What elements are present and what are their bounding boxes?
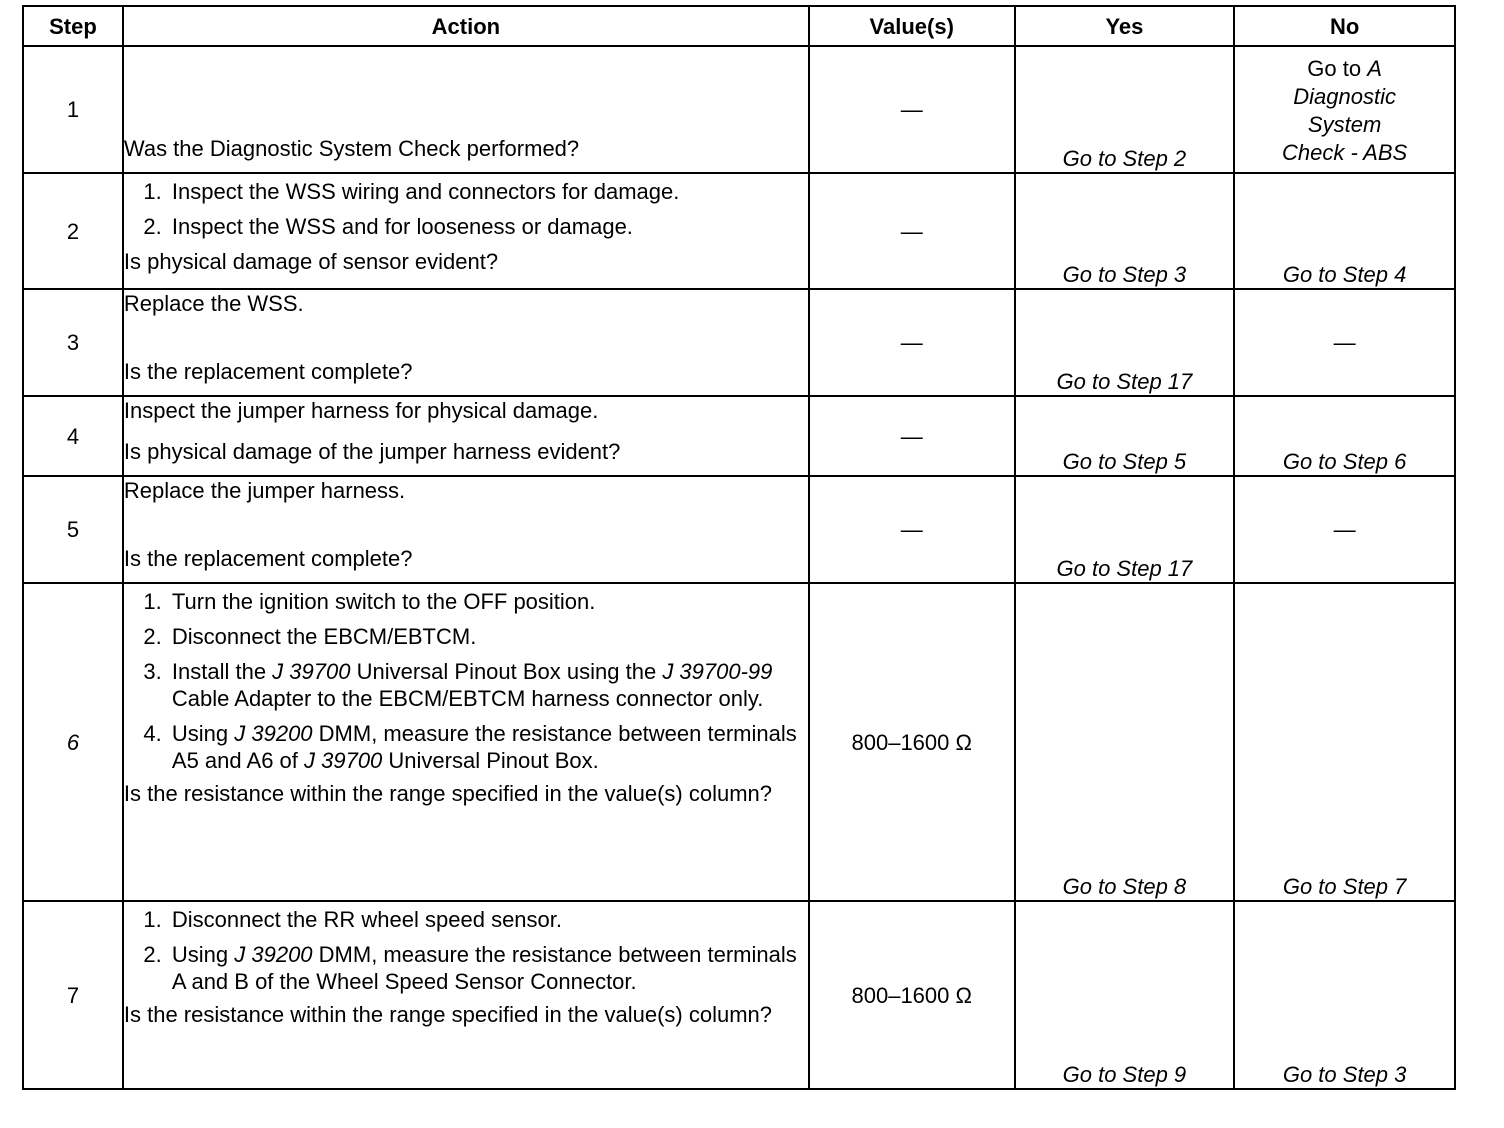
action-cell	[123, 901, 809, 1089]
no-cell: Go to Step 7	[1234, 583, 1455, 901]
action-item: 2. Using J 39200 DMM, measure the resistance between terminals A and B of the Wheel Speed Sensor Connector.	[168, 941, 808, 995]
yes-cell: Go to Step 9	[1015, 901, 1235, 1089]
table-row	[23, 583, 1455, 901]
value-cell: 800–1600 Ω	[809, 901, 1015, 1089]
diagnostic-table	[22, 5, 1456, 1090]
no-cell: —	[1234, 476, 1455, 583]
action-cell	[123, 46, 809, 173]
action-question: Was the Diagnostic System Check performed?	[123, 136, 580, 161]
action-text: Replace the WSS.	[123, 291, 304, 316]
yes-cell: Go to Step 2	[1015, 46, 1235, 173]
header-step: Step	[23, 6, 123, 46]
no-line-2: Diagnostic	[1293, 84, 1396, 109]
action-item: 1. Turn the ignition switch to the OFF position.	[168, 588, 808, 615]
action-cell	[123, 396, 809, 476]
header-no: No	[1234, 6, 1455, 46]
table-row	[23, 396, 1455, 476]
no-cell: —	[1234, 289, 1455, 396]
header-row	[23, 6, 1455, 46]
action-item: 3. Install the J 39700 Universal Pinout Box using the J 39700-99 Cable Adapter to the EBCM/EBTCM harness connector only.	[168, 658, 808, 712]
action-item: 4. Using J 39200 DMM, measure the resistance between terminals A5 and A6 of J 39700 Universal Pinout Box.	[168, 720, 808, 774]
action-question: Is physical damage of the jumper harness evident?	[123, 439, 621, 464]
header-values: Value(s)	[809, 6, 1015, 46]
yes-cell: Go to Step 17	[1015, 476, 1235, 583]
action-text: Replace the jumper harness.	[123, 478, 406, 503]
action-item: 1. Inspect the WSS wiring and connectors for damage.	[168, 178, 808, 205]
action-item: 2. Disconnect the EBCM/EBTCM.	[168, 623, 808, 650]
action-cell	[123, 173, 809, 289]
table-row	[23, 46, 1455, 173]
yes-cell: Go to Step 5	[1015, 396, 1235, 476]
value-cell: —	[809, 396, 1015, 476]
action-cell	[123, 289, 809, 396]
value-cell: 800–1600 Ω	[809, 583, 1015, 901]
action-item: 1. Disconnect the RR wheel speed sensor.	[168, 906, 808, 933]
step-number: 5	[23, 476, 123, 583]
no-cell: Go to Step 4	[1234, 173, 1455, 289]
value-cell: —	[809, 173, 1015, 289]
action-item: 2. Inspect the WSS and for looseness or damage.	[168, 213, 808, 240]
no-cell	[1234, 46, 1455, 173]
table-row	[23, 173, 1455, 289]
table-row	[23, 901, 1455, 1089]
step-number: 4	[23, 396, 123, 476]
action-question: Is physical damage of sensor evident?	[123, 249, 499, 274]
action-cell	[123, 476, 809, 583]
table-row	[23, 289, 1455, 396]
step-number: 7	[23, 901, 123, 1089]
yes-cell: Go to Step 8	[1015, 583, 1235, 901]
step-number: 1	[23, 46, 123, 173]
no-line-1: A	[1367, 56, 1382, 81]
action-question: Is the replacement complete?	[123, 546, 413, 571]
step-number: 6	[23, 583, 123, 901]
header-action: Action	[123, 6, 809, 46]
no-prefix: Go to	[1307, 56, 1362, 81]
no-cell: Go to Step 6	[1234, 396, 1455, 476]
value-cell: —	[809, 476, 1015, 583]
table-row	[23, 476, 1455, 583]
no-line-3: System	[1307, 112, 1382, 137]
action-text: Inspect the jumper harness for physical damage.	[123, 398, 599, 423]
action-question: Is the resistance within the range specified in the value(s) column?	[123, 781, 773, 806]
step-number: 3	[23, 289, 123, 396]
no-line-4: Check - ABS	[1282, 140, 1408, 165]
action-question: Is the replacement complete?	[123, 359, 413, 384]
value-cell: —	[809, 289, 1015, 396]
action-question: Is the resistance within the range specified in the value(s) column?	[123, 1002, 773, 1027]
no-cell: Go to Step 3	[1234, 901, 1455, 1089]
yes-cell: Go to Step 17	[1015, 289, 1235, 396]
header-yes: Yes	[1015, 6, 1235, 46]
step-number: 2	[23, 173, 123, 289]
value-cell: —	[809, 46, 1015, 173]
action-cell	[123, 583, 809, 901]
yes-cell: Go to Step 3	[1015, 173, 1235, 289]
